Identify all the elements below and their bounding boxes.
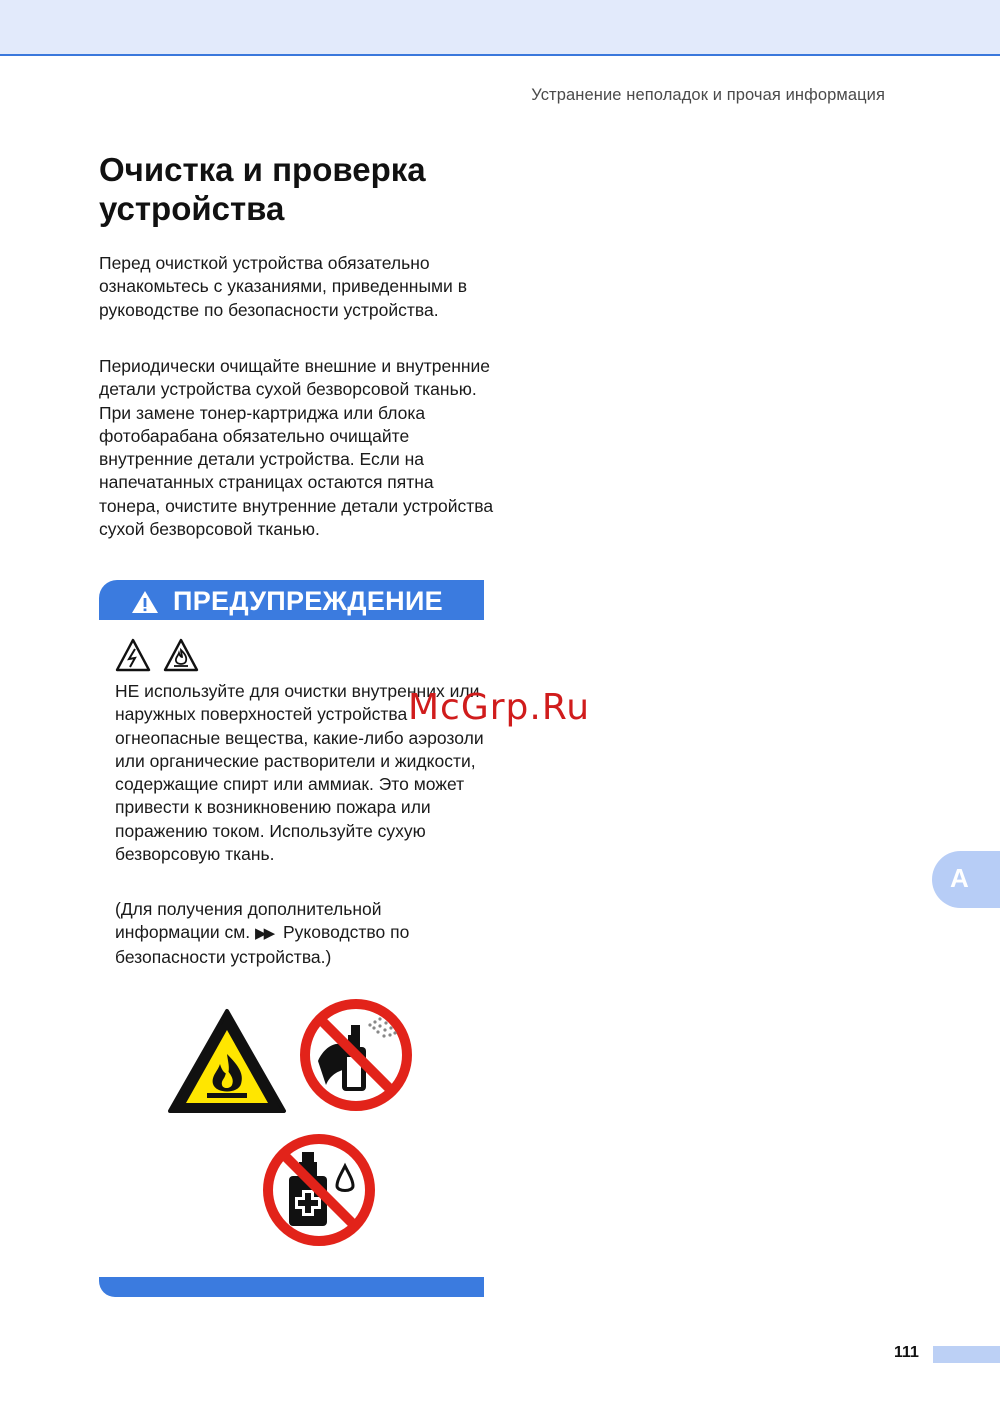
- warning-reference: [115, 898, 490, 969]
- warning-text: НЕ используйте для очистки внутренних или наружных поверхностей устройства огнеопасные вещества, какие-либо аэрозоли или органические растворители и жидкости, содержащие спирт или аммиак. Это может привести к возникновению пожара или поражению током. Используйте сухую безворсовую ткань.: [115, 681, 484, 865]
- fire-warning-icon: [163, 638, 199, 672]
- watermark: McGrp.Ru: [408, 687, 591, 728]
- no-alcohol-icon: [261, 1132, 377, 1248]
- section-title: [99, 150, 519, 228]
- warning-label: ПРЕДУПРЕЖДЕНИЕ: [173, 586, 443, 616]
- running-header: Устранение неполадок и прочая информация: [531, 86, 885, 104]
- page-number-tab: [933, 1346, 1000, 1363]
- warning-banner: [99, 580, 484, 620]
- top-header-band: [0, 0, 1000, 56]
- reference-suffix: Руководство по безопасности устройства.): [115, 922, 410, 967]
- cleaning-paragraph: Периодически очищайте внешние и внутренние детали устройства сухой безворсовой тканью. При замене тонер-картриджа или блока фотобарабана обязательно очищайте внутренние детали устройства. Если на напечатанных страницах остаются пятна тонера, очистите внутренние детали устройства сухой безворсовой тканью.: [99, 356, 494, 540]
- double-arrow-icon: ▶▶: [255, 925, 273, 943]
- section-title-line1: Очистка и проверка: [99, 151, 426, 188]
- flammable-triangle-icon: [167, 1008, 287, 1114]
- electric-shock-warning-icon: [115, 638, 151, 672]
- page-number: 111: [894, 1344, 919, 1361]
- warning-bottom-bar: [99, 1277, 484, 1297]
- intro-paragraph: Перед очисткой устройства обязательно ознакомьтесь с указаниями, приведенными в руководстве по безопасности устройства.: [99, 253, 467, 320]
- warning-triangle-icon: [131, 590, 159, 614]
- hazard-icons: [115, 638, 207, 672]
- no-spray-icon: [298, 997, 414, 1113]
- appendix-tab-letter: A: [950, 863, 969, 893]
- section-title-line2: устройства: [99, 190, 285, 227]
- appendix-tab: [932, 851, 1000, 908]
- reference-prefix: (Для получения дополнительной информации см.: [115, 899, 382, 943]
